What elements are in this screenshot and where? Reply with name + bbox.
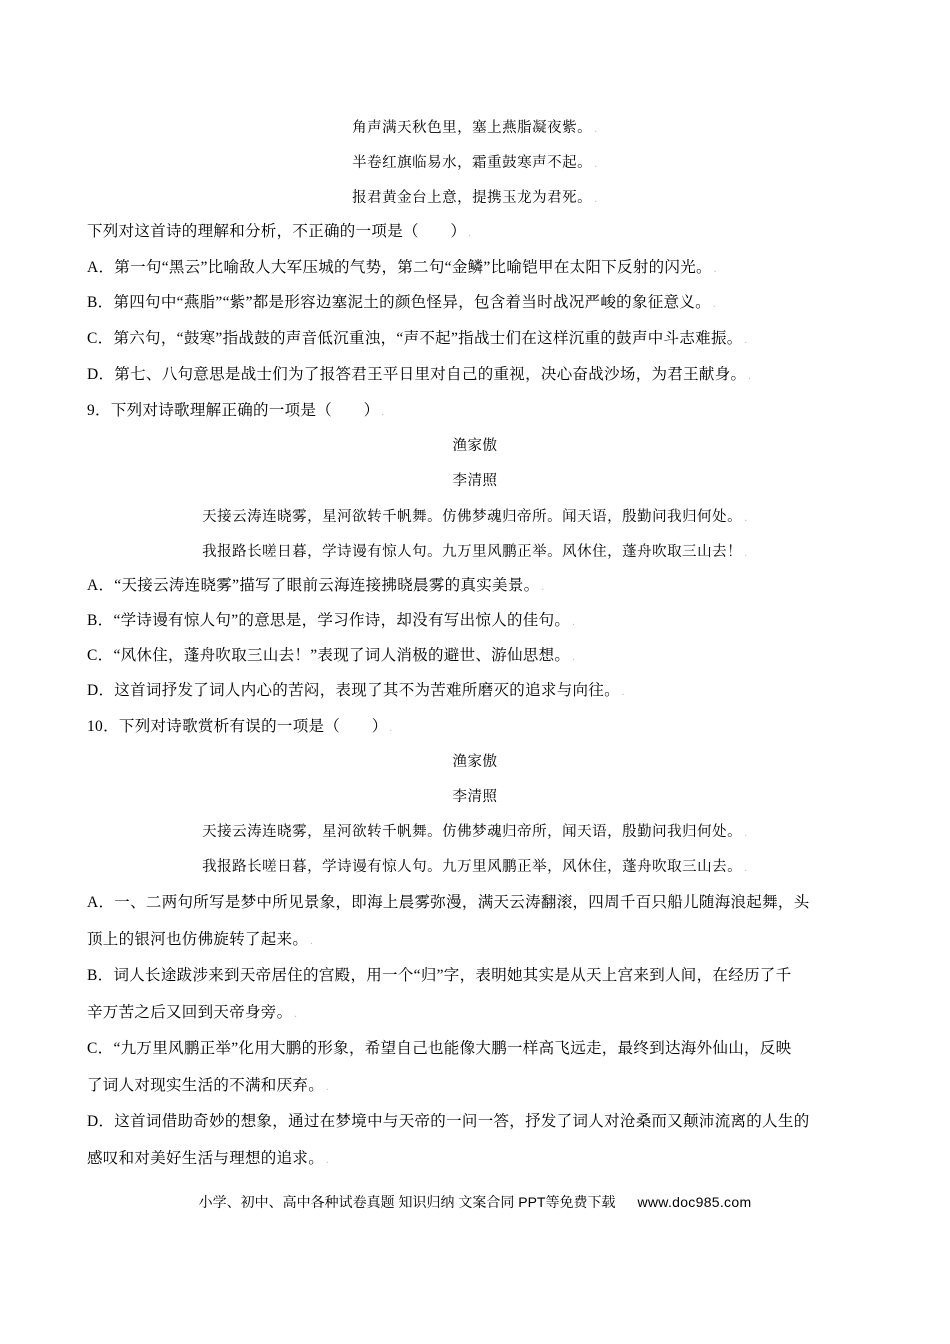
question-stem: 10．下列对诗歌赏析有误的一项是（ ） . [87,718,393,735]
poem-line: 天接云涛连晓雾，星河欲转千帆舞。仿佛梦魂归帝所。闻天语，殷勤问我归何处。 . [202,509,748,525]
option-b: B．“学诗谩有惊人句”的意思是，学习作诗，却没有写出惊人的佳句。 . [87,612,576,629]
option-d: D．第七、八句意思是战士们为了报答君王平日里对自己的重视，决心奋战沙场，为君王献身。 . [87,366,752,383]
option-d: D．这首词借助奇妙的想象，通过在梦境中与天帝的一问一答，抒发了词人对沧桑而又颠沛流离的人生的 [87,1113,810,1130]
poem-title: 渔家傲 [452,754,498,770]
poem-line: 报君黄金台上意，提携玉龙为君死。 . [352,190,598,206]
option-d-continued: 感叹和对美好生活与理想的追求。 . [87,1150,329,1167]
option-a: A．第一句“黑云”比喻敌人大军压城的气势，第二句“金鳞”比喻铠甲在太阳下反射的闪光。 . [87,259,717,276]
page-footer [0,1192,950,1212]
poem-author: 李清照 [452,789,498,805]
option-c-continued: 了词人对现实生活的不满和厌弃。 . [87,1077,329,1094]
poem-author: 李清照 [452,473,498,489]
option-a: A．“天接云涛连晓雾”描写了眼前云海连接拂晓晨雾的真实美景。 . [87,577,545,594]
question-stem: 下列对这首诗的理解和分析，不正确的一项是（ ） . [87,223,472,240]
option-d: D．这首词抒发了词人内心的苦闷，表现了其不为苦难所磨灭的追求与向往。 . [87,682,625,699]
poem-line: 我报路长嗟日暮，学诗谩有惊人句。九万里风鹏正举。风休住，蓬舟吹取三山去！ . [202,544,748,560]
option-b-continued: 辛万苦之后又回到天帝身旁。 . [87,1004,298,1021]
poem-line: 角声满天秋色里，塞上燕脂凝夜紫。 . [352,120,598,136]
option-c: C．“风休住，蓬舟吹取三山去！”表现了词人消极的避世、游仙思想。 . [87,647,576,664]
poem-line: 天接云涛连晓雾，星河欲转千帆舞。仿佛梦魂归帝所，闻天语，殷勤问我归何处。 . [202,824,748,840]
option-a: A．一、二两句所写是梦中所见景象，即海上晨雾弥漫，满天云涛翻滚，四周千百只船儿随海浪起舞，头 [87,894,810,911]
question-stem: 9．下列对诗歌理解正确的一项是（ ） . [87,402,385,419]
option-c: C．第六句，“鼓寒”指战鼓的声音低沉重浊，“声不起”指战士们在这样沉重的鼓声中斗志难振。 . [87,330,748,347]
poem-line: 半卷红旗临易水，霜重鼓寒声不起。 . [352,155,598,171]
option-b: B．第四句中“燕脂”“紫”都是形容边塞泥土的颜色怪异，包含着当时战况严峻的象征意义。 . [87,294,716,311]
option-a-continued: 顶上的银河也仿佛旋转了起来。 . [87,931,314,948]
footer-url[interactable]: www.doc985.com [637,1194,752,1210]
option-b: B．词人长途跋涉来到天帝居住的宫殿，用一个“归”字，表明她其实是从天上宫来到人间，在经历了千 [87,967,792,984]
footer-text: 小学、初中、高中各种试卷真题 知识归纳 文案合同 PPT等免费下载 [198,1194,616,1210]
poem-line: 我报路长嗟日暮，学诗谩有惊人句。九万里风鹏正举，风休住，蓬舟吹取三山去。 . [202,859,748,875]
poem-title: 渔家傲 [452,438,498,454]
option-c: C．“九万里风鹏正举”化用大鹏的形象，希望自己也能像大鹏一样高飞远走，最终到达海外仙山，反映 [87,1040,792,1057]
